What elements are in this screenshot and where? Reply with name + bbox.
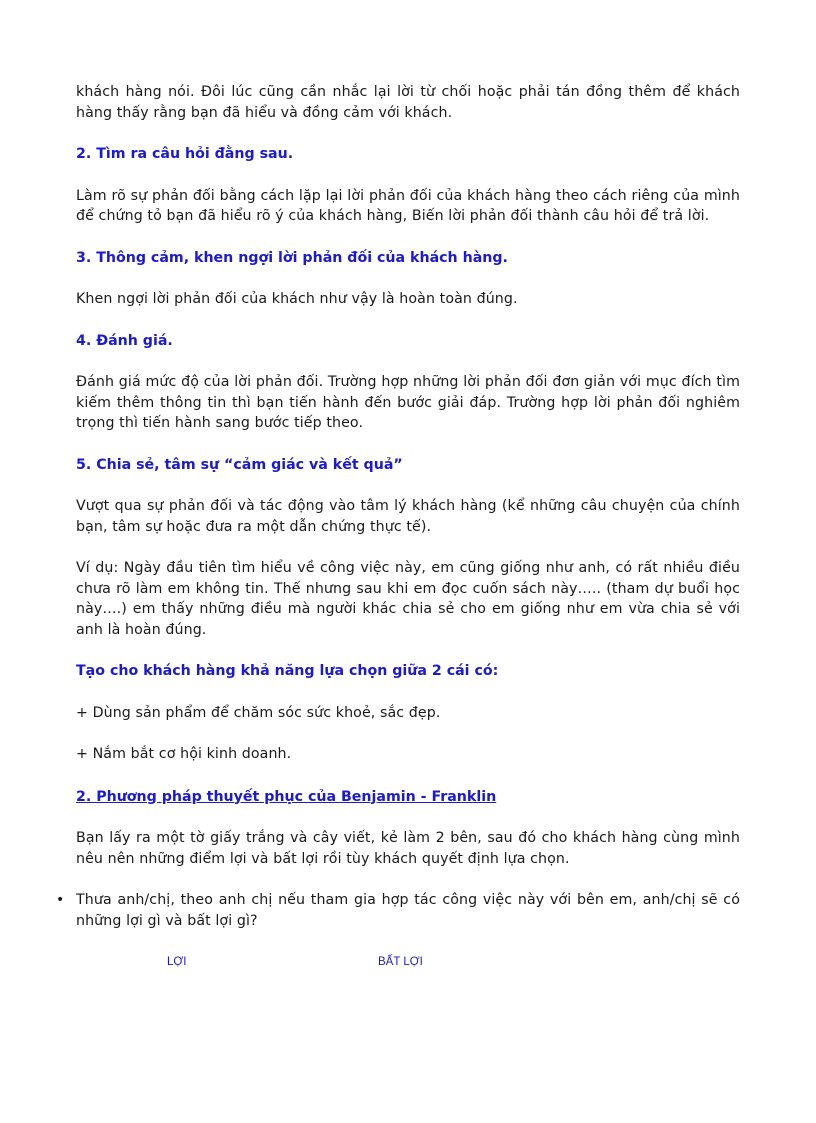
franklin-method-link[interactable]: 2. Phương pháp thuyết phục của Benjamin - Franklin bbox=[76, 788, 497, 805]
column-cons-label: BẤT LỢI bbox=[378, 956, 423, 968]
heading-evaluate: 4. Đánh giá. bbox=[76, 332, 173, 349]
paragraph-franklin: Bạn lấy ra một tờ giấy trắng và cây viết, kẻ làm 2 bên, sau đó cho khách hàng cùng mình nêu nên những điểm lợi và bất lợi rồi tùy khách quyết định lựa chọn. bbox=[76, 830, 740, 867]
option-business: + Nắm bắt cơ hội kinh doanh. bbox=[76, 746, 292, 762]
pros-cons-header bbox=[76, 952, 740, 972]
paragraph-praise: Khen ngợi lời phản đối của khách như vậy là hoàn toàn đúng. bbox=[76, 291, 518, 307]
bullet-icon: • bbox=[56, 892, 65, 908]
document-page bbox=[56, 82, 740, 972]
column-pros-label: LỢI bbox=[167, 956, 187, 968]
heading-empathize: 3. Thông cảm, khen ngợi lời phản đối của khách hàng. bbox=[76, 249, 508, 266]
paragraph-overcome: Vượt qua sự phản đối và tác động vào tâm lý khách hàng (kể những câu chuyện của chính bạn, tâm sự hoặc đưa ra một dẫn chứng thực tế). bbox=[76, 498, 740, 535]
heading-share: 5. Chia sẻ, tâm sự “cảm giác và kết quả” bbox=[76, 456, 403, 473]
bullet-item bbox=[56, 890, 740, 931]
paragraph-example: Ví dụ: Ngày đầu tiên tìm hiểu về công việc này, em cũng giống như anh, có rất nhiều điều chưa rõ làm em không tin. Thế nhưng sau khi em đọc cuốn sách này….. (tham dự buổi học này….) em thấy những điều mà người khác chia sẻ cho em giống như em vừa chia sẻ với anh là hoàn đúng. bbox=[76, 560, 740, 638]
heading-find-question: 2. Tìm ra câu hỏi đằng sau. bbox=[76, 146, 294, 162]
option-health: + Dùng sản phẩm để chăm sóc sức khoẻ, sắc đẹp. bbox=[76, 704, 441, 721]
bullet-text: Thưa anh/chị, theo anh chị nếu tham gia hợp tác công việc này với bên em, anh/chị sẽ có những lợi gì và bất lợi gì? bbox=[76, 892, 740, 929]
paragraph-evaluate: Đánh giá mức độ của lời phản đối. Trường hợp những lời phản đối đơn giản với mục đích tìm kiếm thêm thông tin thì bạn tiến hành đến bước giải đáp. Trường hợp lời phản đối nghiêm trọng thì tiến hành sang bước tiếp theo. bbox=[76, 374, 740, 431]
paragraph-clarify: Làm rõ sự phản đối bằng cách lặp lại lời phản đối của khách hàng theo cách riêng của mình để chứng tỏ bạn đã hiểu rõ ý của khách hàng, Biến lời phản đối thành câu hỏi để trả lời. bbox=[76, 187, 740, 224]
paragraph-intro: khách hàng nói. Đôi lúc cũng cần nhắc lại lời từ chối hoặc phải tán đồng thêm để khách hàng thấy rằng bạn đã hiểu và đồng cảm với khách. bbox=[76, 84, 740, 121]
heading-choice: Tạo cho khách hàng khả năng lựa chọn giữa 2 cái có: bbox=[76, 663, 499, 679]
